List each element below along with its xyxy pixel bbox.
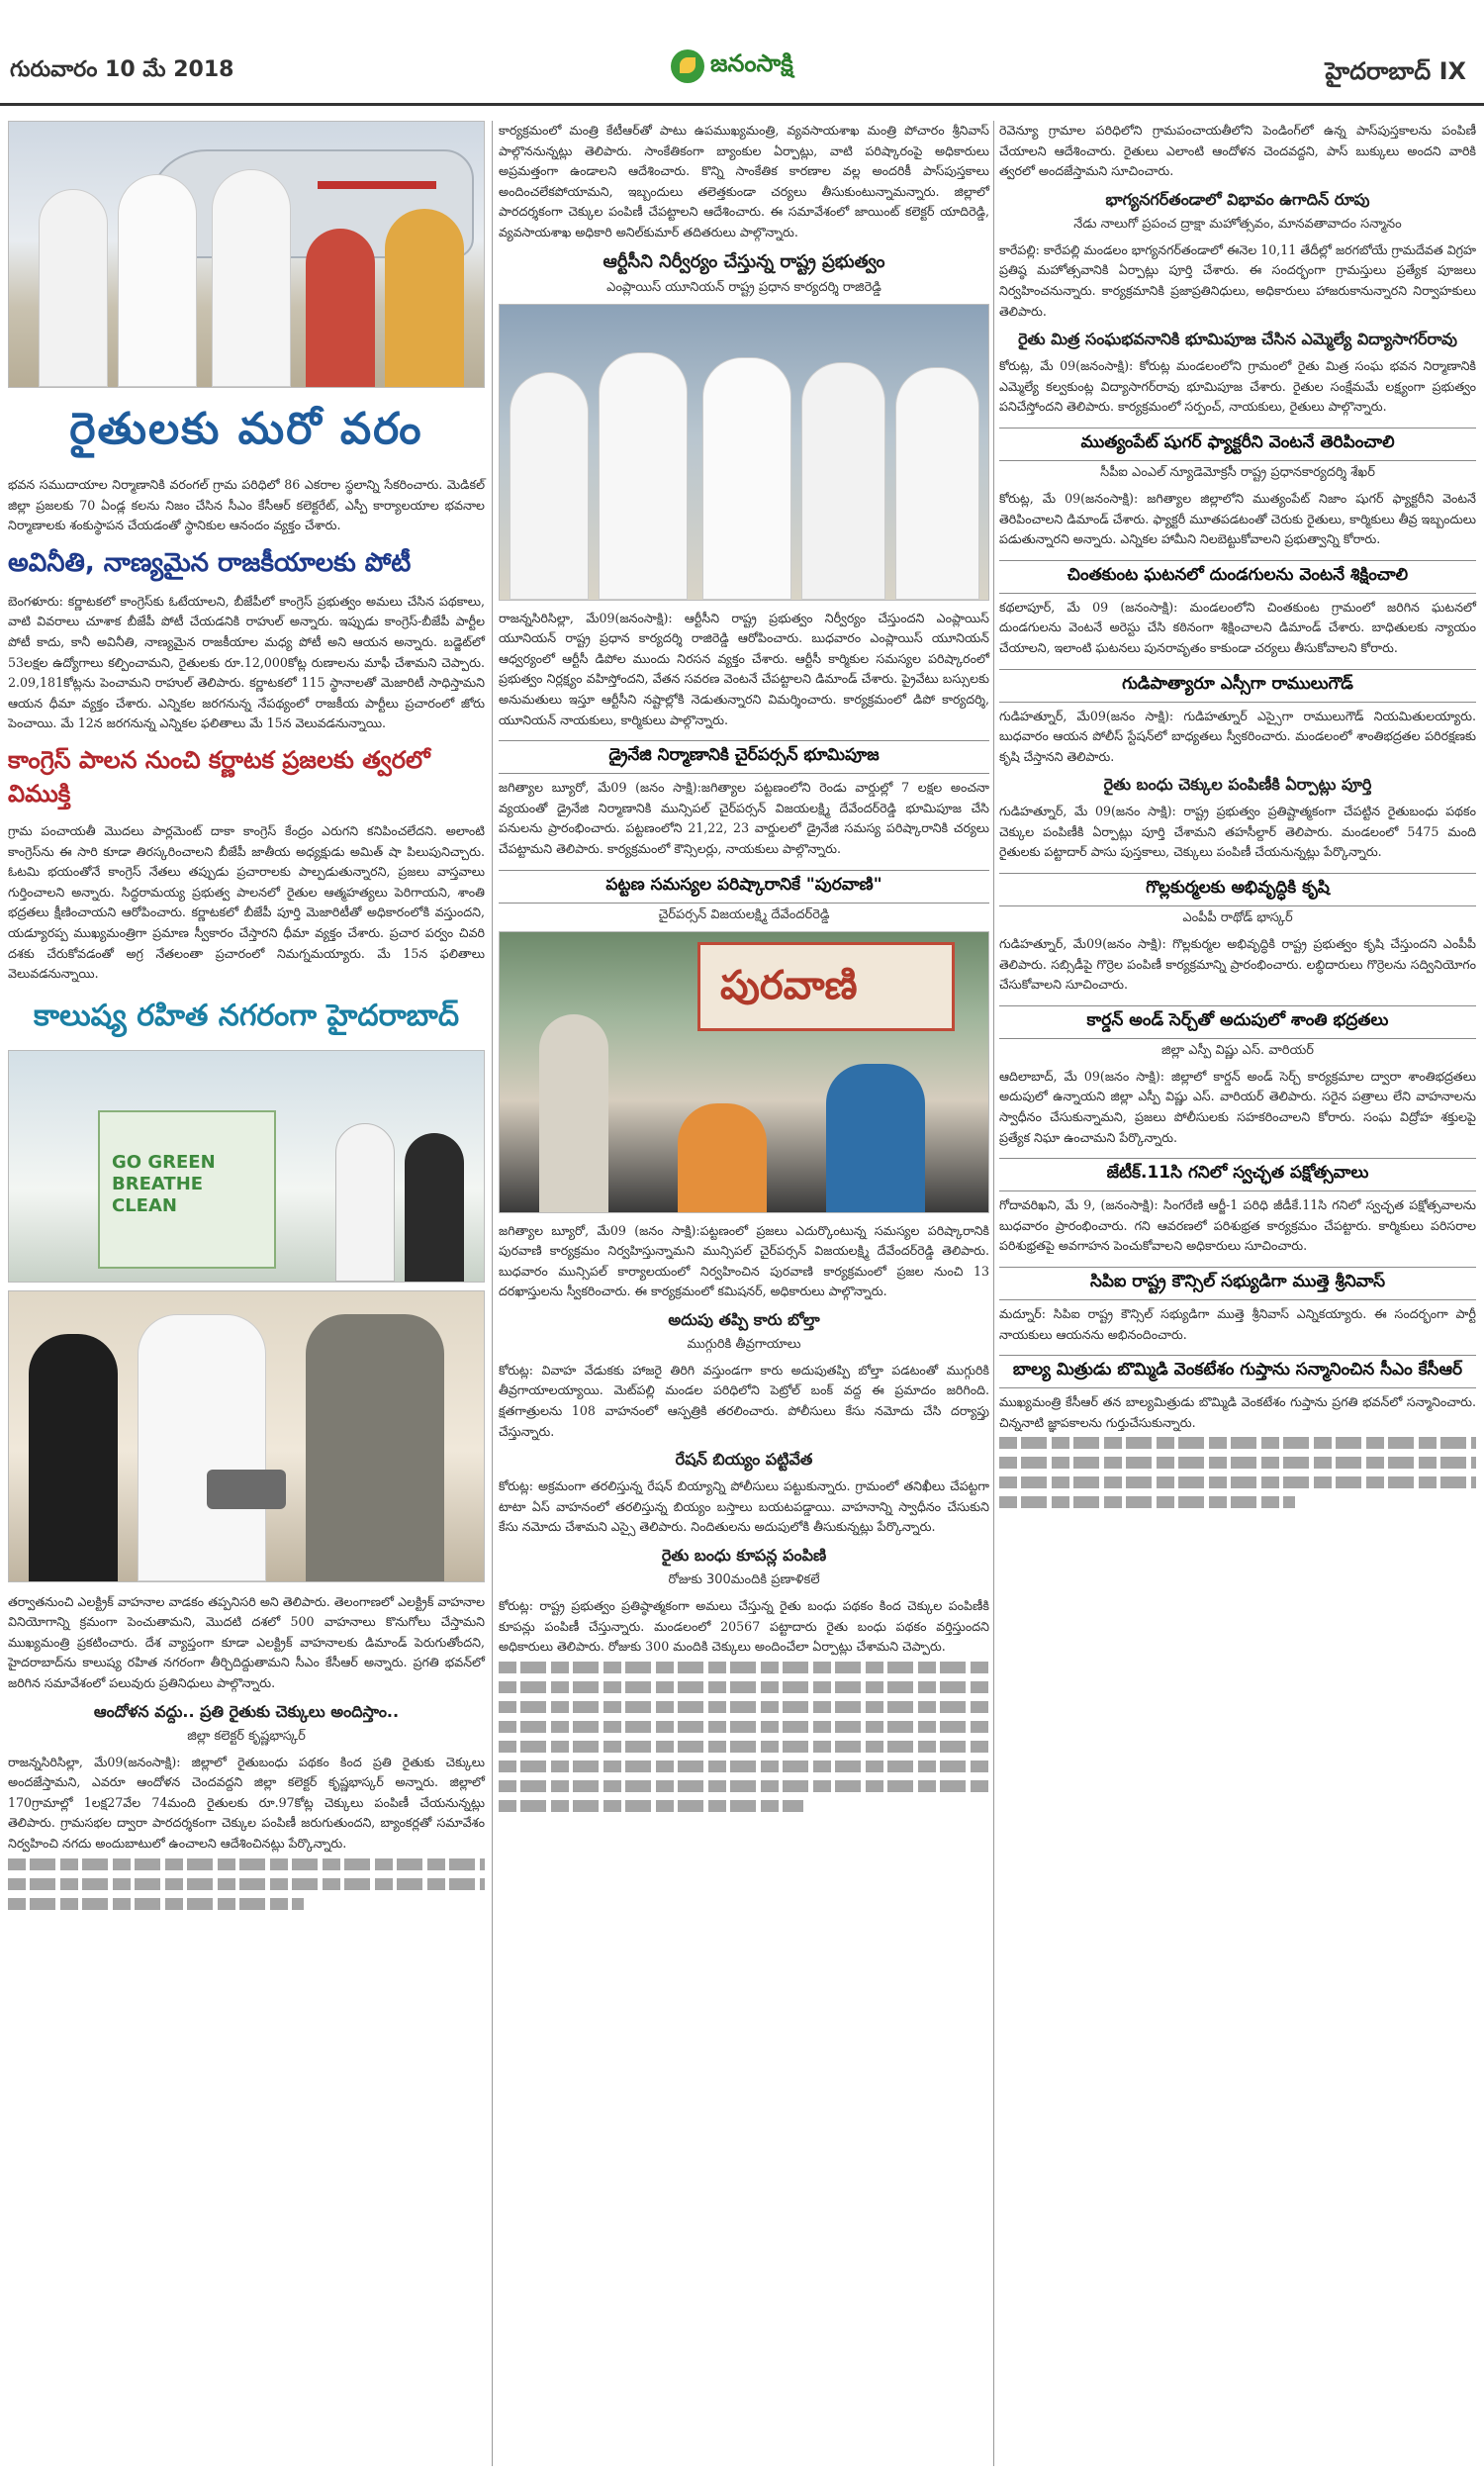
headline-swachhata: జేటీక్.11సి గనిలో స్వచ్ఛత పక్షోత్సవాలు xyxy=(999,1158,1476,1191)
protest-group-photo xyxy=(499,304,989,601)
byline: సీపీఐ ఎంఎల్ న్యూడెమోక్రసీ రాష్ట్ర ప్రధానకార్యదర్శి శేఖర్ xyxy=(1100,464,1375,480)
article-body: గుడిహత్నూర్, మే09(జనం సాక్షి): గొల్లకుర్మల అభివృద్ధికి రాష్ట్ర ప్రభుత్వం కృషి చేస్తుందని ఎంపీపీ తెలిపారు. సబ్సిడీపై గొర్రెల పంపిణీ కార్యక్రమాన్ని ప్రారంభించారు. లబ్ధిదారులు గొర్రెలను సద్వినియోగం చేసుకోవాలని సూచించారు. xyxy=(999,936,1476,993)
article-body: కోరుట్ల: రాష్ట్ర ప్రభుత్వం ప్రతిష్ఠాత్మకంగా అమలు చేస్తున్న రైతు బంధు పథకం కింద చెక్కుల పంపిణీకి కూపన్లు పంపిణీ చేస్తున్నారు. మండలంలో 20567 పట్టాదారు రైతు బంధు పథకం వర్తిస్తుందని అధికారులు తెలిపారు. రోజుకు 300 మందికి చెక్కులు అందించేలా ఏర్పాట్లు చేశామని చెప్పారు. xyxy=(499,1598,989,1655)
article-body: భవన సముదాయాల నిర్మాణానికి వరంగల్ గ్రామ పరిధిలో 86 ఎకరాల స్థలాన్ని సేకరించారు. మెడికల్ జిల్లా ప్రజలకు 70 ఏండ్ల కలను నిజం చేసిన సీఎం కేసీఆర్ కలెక్టరేట్, ఎస్పీ కార్యాలయాల భవనాల నిర్మాణాలకు శంకుస్థాపన చేయడంతో స్థానికుల ఆనందం వ్యక్తం చేశారు. xyxy=(8,477,485,533)
person-figure xyxy=(599,352,688,600)
column-right xyxy=(999,121,1476,1512)
headline-rythu-bandhu-coupons: రైతు బంధు కూపన్ల పంపిణి xyxy=(661,1546,827,1566)
column-left xyxy=(8,121,485,1914)
text-lines xyxy=(499,1662,989,1812)
column-divider xyxy=(993,121,994,2466)
person-figure xyxy=(895,367,979,600)
headline-golla-kurma: గొల్లకుర్మలకు అభివృద్ధికి కృషి xyxy=(999,873,1476,906)
article-body: రాజన్నసిరిసిల్లా, మే09(జనంసాక్షి): జిల్లాలో రైతుబంధు పథకం కింద ప్రతి రైతుకు చెక్కులు అందజేస్తామని, ఎవరూ ఆందోళన చెందవద్దని జిల్లా కలెక్టర్ కృష్ణభాస్కర్ అన్నారు. జిల్లాలో 170గ్రామాల్లో 1లక్ష27వేల 74మంది రైతులకు రూ.97కోట్ల చెక్కులు పంపిణీ చేయనున్నట్లు తెలిపారు. గ్రామసభల ద్వారా పారదర్శకంగా చెక్కుల పంపిణీ జరుగుతుందని, బ్యాంకర్లతో సమావేశం నిర్వహించి నగదు అందుబాటులో ఉంచాలని ఆదేశించినట్లు పేర్కొన్నారు. xyxy=(8,1754,485,1852)
masthead xyxy=(0,0,1484,129)
headline-cpi-council: సిపిఐ రాష్ట్ర కౌన్సిల్ సభ్యుడిగా ముత్తె శ్రీనివాస్ xyxy=(999,1267,1476,1300)
issue-date: గురువారం 10 మే 2018 xyxy=(10,57,234,82)
byline: ఎంపీపీ రాథోడ్ భాస్కర్ xyxy=(1182,910,1293,926)
person-figure xyxy=(306,1314,444,1581)
person-figure xyxy=(702,357,791,600)
page-city-number: హైదరాబాద్ IX xyxy=(1325,57,1466,85)
article-body: కోరుట్ల, మే 09(జనంసాక్షి): కోరుట్ల మండలంలోని గ్రామంలో రైతు మిత్ర సంఘ భవన నిర్మాణానికి ఎమ్మెల్యే కల్వకుంట్ల విద్యాసాగర్‌రావు భూమిపూజ చేశారు. రైతుల సంక్షేమమే లక్ష్యంగా ప్రభుత్వం పనిచేస్తోందని తెలిపారు. కార్యక్రమంలో సర్పంచ్, నాయకులు, రైతులు పాల్గొన్నారు. xyxy=(999,358,1476,415)
article-body: తర్వాతనుంచి ఎలక్ట్రిక్ వాహనాల వాడకం తప్పనిసరి అని తెలిపారు. తెలంగాణలో ఎలక్ట్రిక్ వాహనాల వినియోగాన్ని క్రమంగా పెంచుతామని, మొదటి దశలో 500 వాహనాలు కొనుగోలు చేస్తామని ముఖ్యమంత్రి ప్రకటించారు. దేశ వ్యాప్తంగా కూడా ఎలక్ట్రిక్ వాహనాలకు డిమాండ్ పెరుగుతోందని, హైదరాబాద్‌ను కాలుష్య రహిత నగరంగా తీర్చిదిద్దుతామని సీఎం కేసీఆర్ అన్నారు. ప్రగతి భవన్‌లో జరిగిన సమావేశంలో పలువురు ప్రతినిధులు పాల్గొన్నారు. xyxy=(8,1593,485,1691)
headline-ration-rice: రేషన్ బియ్యం పట్టివేత xyxy=(675,1450,813,1470)
logo-text: జనంసాక్షి xyxy=(710,49,793,77)
article-body: బెంగళూరు: కర్ణాటకలో కాంగ్రెస్‌కు ఓటేయాలని, బీజేపీలో కాంగ్రెస్ ప్రభుత్వం అమలు చేసిన పథకాలు, వాటి వివరాలు చూశాక బీజేపీ పోటీ చేయడనికి రాహుల్ అన్నారు. ఇప్పుడు కాంగ్రెస్-బీజేపీ పార్టీల పోటీ కాదు, కానీ అవినీతి, నాణ్యమైన రాజకీయాల మధ్య పోటీ అని ఆయన అన్నారు. బడ్జెట్‌లో 53లక్షల ఉద్యోగాలు కల్పించామని, రైతులకు రూ.12,000కోట్ల రుణాలను మాఫీ చేశామని చెప్పారు. 2.09,181కోట్లను పెంచామని రాహుల్ తెలిపారు. కర్ణాటకలో 115 స్థానాలతో మెజారిటీ సాధిస్తామని ఆయన ధీమా వ్యక్తం చేశారు. ఎన్నికల జరగనున్న నేపథ్యంలో రాజకీయ పార్టీలు ప్రచారంలో జోరు పెంచాయి. మే 12న జరగనున్న ఎన్నికల ఫలితాలు మే 15న వెలువడనున్నాయి. xyxy=(8,593,485,731)
byline: చైర్‌పర్సన్ విజయలక్ష్మి దేవేందర్‌రెడ్డి xyxy=(658,906,830,922)
article-body: కోరుట్ల, మే 09(జనంసాక్షి): జగిత్యాల జిల్లాలోని ముత్యంపేట్ నిజాం షుగర్ ఫ్యాక్టరీని వెంటనే తెరిపించాలని డిమాండ్ చేశారు. ఫ్యాక్టరీ మూతపడటంతో చెరుకు రైతులు, కార్మికులు తీవ్ర ఇబ్బందులు పడుతున్నారని అన్నారు. ఎన్నికల హామీని నిలబెట్టుకోవాలని ప్రభుత్వాన్ని కోరారు. xyxy=(999,490,1476,547)
article-body: కోరుట్ల: వివాహ వేడుకకు హాజరై తిరిగి వస్తుండగా కారు అదుపుతప్పి బోల్తా పడటంతో ముగ్గురికి తీవ్రగాయాలయ్యాయి. మెట్‌పల్లి మండల పరిధిలోని పెట్రోల్ బంక్ వద్ద ఈ ప్రమాదం జరిగింది. క్షతగాత్రులను 108 వాహనంలో ఆస్పత్రికి తరలించారు. పోలీసులు కేసు నమోదు చేసి దర్యాప్తు చేస్తున్నారు. xyxy=(499,1362,989,1439)
article-body: ఆదిలాబాద్, మే 09(జనం సాక్షి): జిల్లాలో కార్డన్ అండ్ సెర్చ్ కార్యక్రమాల ద్వారా శాంతిభద్రతలు అదుపులో ఉన్నాయని జిల్లా ఎస్పీ విష్ణు ఎస్. వారియర్ తెలిపారు. సరైన పత్రాలు లేని వాహనాలను స్వాధీనం చేసుకున్నామని, ప్రజలు పోలీసులకు సహకరించాలని కోరారు. సంఘ విద్రోహ శక్తులపై ప్రత్యేక నిఘా ఉంచామని పేర్కొన్నారు. xyxy=(999,1068,1476,1145)
article-body: గుడిహత్నూర్, మే 09(జనం సాక్షి): రాష్ట్ర ప్రభుత్వం ప్రతిష్టాత్మకంగా చేపట్టిన రైతుబంధు పథకం చెక్కుల పంపిణీకి ఏర్పాట్లు పూర్తి చేశామని తహసీల్దార్ తెలిపారు. మండలంలో 5475 మంది రైతులకు పట్టాదార్ పాసు పుస్తకాలు, చెక్కులు పంపిణీ చేయనున్నట్లు పేర్కొన్నారు. xyxy=(999,804,1476,860)
article-body: రాజన్నసిరిసిల్లా, మే09(జనంసాక్షి): ఆర్టీసీని రాష్ట్ర ప్రభుత్వం నిర్వీర్యం చేస్తుందని ఎంప్లాయిస్ యూనియన్ రాష్ట్ర ప్రధాన కార్యదర్శి రాజిరెడ్డి ఆరోపించారు. బుధవారం ఎంప్లాయిస్ యూనియన్ ఆధ్వర్యంలో ఆర్టీసీ డిపోల ముందు నిరసన వ్యక్తం చేశారు. ఆర్టీసీ కార్మికుల సమస్యల పరిష్కారంలో ప్రభుత్వం నిర్లక్ష్యం వహిస్తోందని, వేతన సవరణ వెంటనే చేపట్టాలని డిమాండ్ చేశారు. ప్రైవేటు బస్సులకు అనుమతులు ఇస్తూ ఆర్టీసీని నష్టాల్లోకి నెడుతున్నారని విమర్శించారు. కార్యక్రమంలో డిపో కార్యదర్శి, యూనియన్ నాయకులు, కార్మికులు పాల్గొన్నారు. xyxy=(499,610,989,727)
headline-cheque-arrangements: రైతు బంధు చెక్కుల పంపిణీకి ఏర్పాట్లు పూర్తి xyxy=(1103,775,1372,795)
go-green-poster xyxy=(98,1110,276,1269)
headline-si-ramulu: గుడిపాత్యారూ ఎస్సీగా రాములుగౌడ్ xyxy=(999,669,1476,703)
headline-cordon-search: కార్డన్ అండ్ సెర్చ్‌తో అదుపులో శాంతి భద్రతలు xyxy=(999,1005,1476,1039)
person-figure xyxy=(801,362,885,600)
article-body: గ్రామ పంచాయతీ మొదలు పార్లమెంట్ దాకా కాంగ్రెస్ కేంద్రం ఎరుగని కనిపించలేదని. అలాంటి కాంగ్రెస్‌ను ఈ సారి కూడా తిరస్కరించాలని బీజేపీ జాతీయ అధ్యక్షుడు అమిత్ షా పిలుపునిచ్చారు. ఓటమి భయంతోనే కాంగ్రెస్ నేతలు తప్పుడు ప్రచారాలకు పాల్పడుతున్నారని, ప్రజలు వాస్తవాలు గుర్తించాలని అన్నారు. సిద్ధరామయ్య ప్రభుత్వ పాలనలో రైతుల ఆత్మహత్యలు పెరిగాయని, శాంతి భద్రతలు క్షీణించాయని ఆరోపించారు. కర్ణాటకలో బీజేపీ పూర్తి మెజారిటీతో అధికారంలోకి వస్తుందని, యడ్యూరప్ప ముఖ్యమంత్రిగా ప్రమాణ స్వీకారం చేస్తారని ధీమా వ్యక్తం చేశారు. ప్రచార పర్వం చివరి దశకు చేరుకోవడంతో అగ్ర నేతలంతా ప్రచారంలో నిమగ్నమయ్యారు. మే 15న ఫలితాలు వెలువడనున్నాయి. xyxy=(8,822,485,982)
article-body: గుడిహత్నూర్, మే09(జనం సాక్షి): గుడిహత్నూర్ ఎస్సైగా రాములుగౌడ్ నియమితులయ్యారు. బుధవారం ఆయన పోలీస్ స్టేషన్‌లో బాధ్యతలు స్వీకరించారు. మండలంలో శాంతిభద్రతల పరిరక్షణకు కృషి చేస్తానని తెలిపారు. xyxy=(999,708,1476,764)
person-figure xyxy=(678,1103,767,1212)
article-body: గోదావరిఖని, మే 9, (జనంసాక్షి): సింగరేణి ఆర్జీ-1 పరిధి జీడీకే.11సి గనిలో స్వచ్ఛత పక్షోత్సవాలను బుధవారం ప్రారంభించారు. గని ఆవరణలో పరిశుభ్రత కార్యక్రమం చేపట్టారు. కార్మికులు పరిసరాల పరిశుభ్రతపై అవగాహన పెంచుకోవాలని అధికారులు సూచించారు. xyxy=(999,1197,1476,1254)
masthead-rule xyxy=(0,103,1484,106)
column-divider xyxy=(492,121,493,2466)
headline-childhood-friend: బాల్య మిత్రుడు బొమ్మిడి వెంకటేశం గుప్తాను సన్మానించిన సీఎం కేసీఆర్ xyxy=(999,1355,1476,1388)
logo-icon xyxy=(671,49,704,83)
person-figure xyxy=(335,1123,395,1282)
flower-bouquet xyxy=(306,229,375,387)
byline: రోజుకు 300మందికి ప్రణాళికలే xyxy=(668,1572,820,1588)
article-body: కథలాపూర్, మే 09 (జనంసాక్షి): మండలంలోని చింతకుంట గ్రామంలో జరిగిన ఘటనలో దుండగులను వెంటనే అరెస్టు చేసి కఠినంగా శిక్షించాలని డిమాండ్ చేశారు. బాధితులకు న్యాయం చేయాలని, ఇలాంటి ఘటనలు పునరావృతం కాకుండా చర్యలు తీసుకోవాలని కోరారు. xyxy=(999,599,1476,655)
article-body: కారేపల్లి: కారేపల్లి మండలం భాగ్యనగర్‌తండాలో ఈనెల 10,11 తేదీల్లో జరగబోయే గ్రామదేవత విగ్రహ ప్రతిష్ఠ మహోత్సవానికి ఏర్పాట్లు పూర్తి చేశారు. ఈ సందర్భంగా గ్రామస్తులు ప్రత్యేక పూజలు నిర్వహించనున్నారు. కార్యక్రమానికి ప్రజాప్రతినిధులు, అధికారులు హాజరుకానున్నారని నిర్వాహకులు తెలిపారు. xyxy=(999,241,1476,319)
headline-karnataka-liberation: కాంగ్రెస్ పాలన నుంచి కర్ణాటక ప్రజలకు త్వరలో విముక్తి xyxy=(8,745,430,808)
banner-text: పురవాణి xyxy=(720,962,858,1008)
person-figure xyxy=(118,174,197,387)
headline-bhagyanagar: భాగ్యనగర్‌తండాలో విభావం ఉగాదిన్ రూపు xyxy=(1105,189,1370,209)
cm-meeting-photo xyxy=(8,1290,485,1582)
headline-rtc: ఆర్టీసీని నిర్వీర్యం చేస్తున్న రాష్ట్ర ప్రభుత్వం xyxy=(603,250,885,272)
person-figure xyxy=(510,372,589,600)
byline: ముగ్గురికి తీవ్రగాయాలు xyxy=(687,1336,801,1352)
text-lines xyxy=(999,1437,1476,1508)
article-body: కోరుట్ల: అక్రమంగా తరలిస్తున్న రేషన్ బియ్యాన్ని పోలీసులు పట్టుకున్నారు. గ్రామంలో తనిఖీలు చేపట్టగా టాటా ఏస్ వాహనంలో తరలిస్తున్న బియ్యం బస్తాలు బయటపడ్డాయి. వాహనాన్ని స్వాధీనం చేసుకుని కేసు నమోదు చేశామని ఎస్సై తెలిపారు. నిందితులను అదుపులోకి తీసుకున్నట్లు పేర్కొన్నారు. xyxy=(499,1478,989,1535)
gift-model xyxy=(207,1470,286,1509)
poster-text: GO GREEN BREATHE CLEAN xyxy=(112,1151,216,1216)
headline-car-accident: అదుపు తప్పి కారు బోల్తా xyxy=(668,1309,820,1329)
article-body: జగిత్యాల బ్యూరో, మే09 (జనం సాక్షి):జగిత్యాల పట్టణంలోని రెండు వార్డుల్లో 7 లక్షల అంచనా వ్యయంతో డ్రైనేజి నిర్మాణానికి మున్సిపల్ చైర్‌పర్సన్ విజయలక్ష్మి దేవేందర్‌రెడ్డి భూమిపూజ చేసి పనులను ప్రారంభించారు. పట్టణంలోని 21,22, 23 వార్డులలో డ్రైనేజి సమస్య పరిష్కారానికి చర్యలు చేపట్టామని తెలిపారు. కార్యక్రమంలో కౌన్సిలర్లు, నాయకులు పాల్గొన్నారు. xyxy=(499,780,989,856)
headline-drainage: డ్రైనేజి నిర్మాణానికి చైర్‌పర్సన్ భూమిపూజ xyxy=(499,740,989,774)
byline: జిల్లా ఎస్పీ విష్ణు ఎస్. వారియర్ xyxy=(1161,1042,1314,1058)
byline: ఎంప్లాయిస్ యూనియన్ రాష్ట్ర ప్రధాన కార్యదర్శి రాజిరెడ్డి xyxy=(606,279,881,295)
article-body: మద్నూర్: సిపిఐ రాష్ట్ర కౌన్సిల్ సభ్యుడిగా ముత్తె శ్రీనివాస్ ఎన్నికయ్యారు. ఈ సందర్భంగా పార్టీ నాయకులు ఆయనను అభినందించారు. xyxy=(999,1306,1476,1342)
person-figure xyxy=(29,1334,118,1581)
puravani-banner xyxy=(697,942,955,1031)
headline-farmers-boon: రైతులకు మరో వరం xyxy=(69,404,423,454)
byline: నేడు నాలుగో ప్రపంచ ద్రాక్షా మహోత్సవం, మానవతావాదం సన్మానం xyxy=(1073,216,1402,232)
article-body: జగిత్యాల బ్యూరో, మే09 (జనం సాక్షి):పట్టణంలో ప్రజలు ఎదుర్కొంటున్న సమస్యల పరిష్కారానికి పురవాణి కార్యక్రమం నిర్వహిస్తున్నామని మున్సిపల్ చైర్‌పర్సన్ విజయలక్ష్మి దేవేందర్‌రెడ్డి తెలిపారు. బుధవారం మున్సిపల్ కార్యాలయంలో నిర్వహించిన పురవాణి కార్యక్రమంలో ప్రజల నుంచి 13 దరఖాస్తులను స్వీకరించారు. ఈ కార్యక్రమంలో కమిషనర్, అధికారులు పాల్గొన్నారు. xyxy=(499,1222,989,1299)
person-figure xyxy=(405,1133,464,1282)
article-body: రెవెన్యూ గ్రామాల పరిధిలోని గ్రామపంచాయతీలోని పెండింగ్‌లో ఉన్న పాస్‌పుస్తకాలను పంపిణీ చేయాలని ఆదేశించారు. రైతులు ఎలాంటి ఆందోళన చెందవద్దని, పాస్ బుక్కులు అందని వారికి త్వరలో అందజేస్తామని సూచించారు. xyxy=(999,123,1476,179)
headline-puravani: పట్టణ సమస్యల పరిష్కారానికే "పురవాణి" xyxy=(499,870,989,904)
person-figure xyxy=(539,1014,608,1212)
puravani-office-photo xyxy=(499,931,989,1213)
headline-corruption-politics: అవినీతి, నాణ్యమైన రాజకీయాలకు పోటీ xyxy=(8,547,412,578)
person-figure xyxy=(39,189,108,387)
cm-helicopter-photo xyxy=(8,121,485,388)
article-body: ముఖ్యమంత్రి కేసీఆర్ తన బాల్యమిత్రుడు బొమ్మిడి వెంకటేశం గుప్తాను ప్రగతి భవన్‌లో సన్మానించారు. చిన్ననాటి జ్ఞాపకాలను గుర్తుచేసుకున్నారు. xyxy=(999,1394,1476,1430)
text-lines xyxy=(8,1858,485,1910)
byline: జిల్లా కలెక్టర్ కృష్ణభాస్కర్ xyxy=(187,1728,306,1744)
headline-dont-worry: ఆందోళన వద్దు.. ప్రతి రైతుకు చెక్కులు అందిస్తాం.. xyxy=(93,1701,400,1721)
column-middle xyxy=(499,121,989,1816)
article-body: కార్యక్రమంలో మంత్రి కేటీఆర్‌తో పాటు ఉపముఖ్యమంత్రి, వ్యవసాయశాఖ మంత్రి పోచారం శ్రీనివాస్ పాల్గొననున్నట్లు తెలిపారు. సాంకేతికంగా బ్యాంకుల ఏర్పాట్లు, వాటి పరిష్కారంపై అధికారులు అప్రమత్తంగా ఉండాలని ఆదేశించారు. కొన్ని సాంకేతిక కారణాల వల్ల అందరికీ పాస్‌పుస్తకాలు అందించలేకపోయామని, ఇబ్బందులు తలెత్తకుండా చర్యలు తీసుకుంటున్నామన్నారు. జిల్లాలో పారదర్శకంగా చెక్కుల పంపిణీ చేపట్టాలని ఆదేశించారు. ఈ సమావేశంలో జాయింట్ కలెక్టర్ యాదిరెడ్డి, వ్యవసాయశాఖ అధికారి అనిల్‌కుమార్ తదితరులు పాల్గొన్నారు. xyxy=(499,123,989,239)
person-figure xyxy=(138,1314,266,1581)
headline-pollution-free-hyderabad: కాలుష్య రహిత నగరంగా హైదరాబాద్ xyxy=(33,998,460,1033)
newspaper-logo xyxy=(671,42,793,91)
headline-sugar-factory: ముత్యంపేట్ షుగర్ ఫ్యాక్టరీని వెంటనే తెరిపించాలి xyxy=(999,428,1476,461)
person-figure xyxy=(385,209,464,387)
headline-rythu-mitra: రైతు మిత్ర సంఘభవనానికి భూమిపూజ చేసిన ఎమ్మెల్యే విద్యాసాగర్‌రావు xyxy=(1018,330,1457,349)
person-figure xyxy=(826,1064,925,1212)
person-figure xyxy=(212,169,291,387)
electric-bus-photo xyxy=(8,1050,485,1283)
headline-chintakunta: చింతకుంట ఘటనలో దుండగులను వెంటనే శిక్షించాలి xyxy=(999,560,1476,594)
